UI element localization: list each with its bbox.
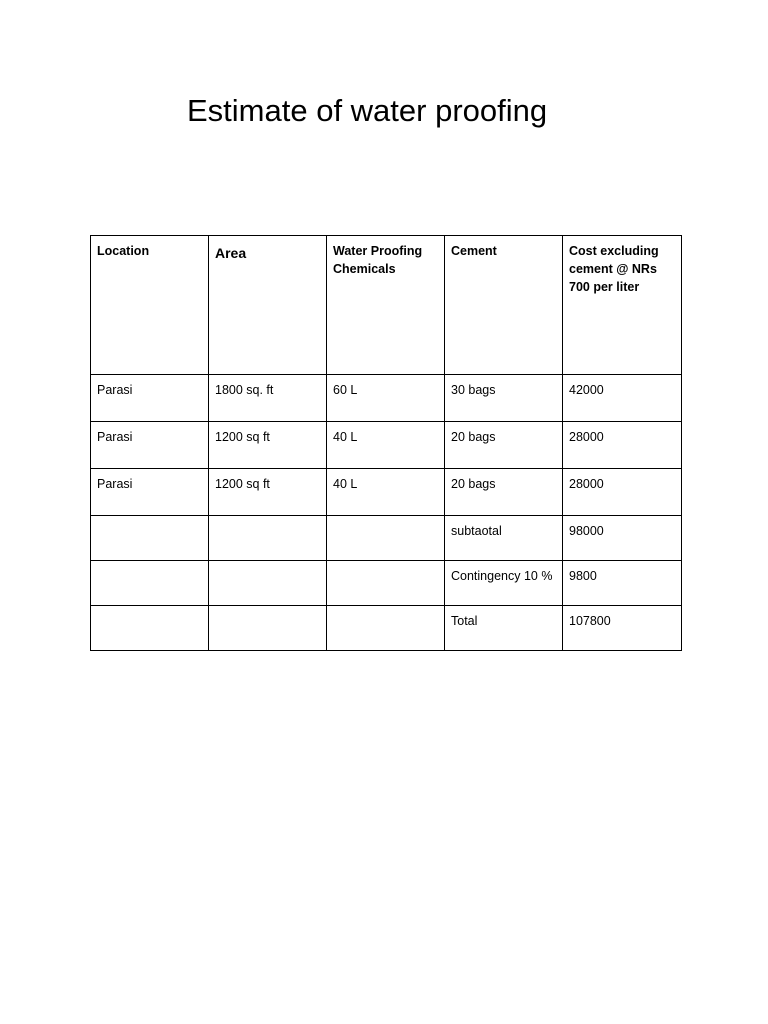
table-row — [91, 375, 682, 422]
empty-cell — [209, 516, 327, 561]
empty-cell — [327, 606, 445, 651]
header-location: Location — [91, 236, 209, 375]
total-label: Total — [445, 606, 563, 651]
header-area: Area — [209, 236, 327, 375]
total-row — [91, 606, 682, 651]
cell-chemicals: 60 L — [327, 375, 445, 422]
cell-location: Parasi — [91, 422, 209, 469]
empty-cell — [327, 516, 445, 561]
empty-cell — [327, 561, 445, 606]
cell-cost: 28000 — [563, 422, 682, 469]
cell-cement: 20 bags — [445, 422, 563, 469]
cell-cement: 20 bags — [445, 469, 563, 516]
table-header-row — [91, 236, 682, 375]
cell-area: 1200 sq ft — [209, 422, 327, 469]
header-cost: Cost excluding cement @ NRs 700 per liter — [563, 236, 682, 375]
table-row — [91, 422, 682, 469]
empty-cell — [209, 561, 327, 606]
cell-chemicals: 40 L — [327, 422, 445, 469]
empty-cell — [91, 606, 209, 651]
cell-area: 1200 sq ft — [209, 469, 327, 516]
subtotal-row — [91, 516, 682, 561]
cell-location: Parasi — [91, 469, 209, 516]
empty-cell — [209, 606, 327, 651]
cell-area: 1800 sq. ft — [209, 375, 327, 422]
subtotal-label: subtaotal — [445, 516, 563, 561]
estimate-table — [90, 235, 682, 651]
subtotal-value: 98000 — [563, 516, 682, 561]
total-value: 107800 — [563, 606, 682, 651]
cell-cost: 28000 — [563, 469, 682, 516]
cell-cost: 42000 — [563, 375, 682, 422]
cell-location: Parasi — [91, 375, 209, 422]
empty-cell — [91, 516, 209, 561]
header-water-proofing-chemicals: Water Proofing Chemicals — [327, 236, 445, 375]
contingency-value: 9800 — [563, 561, 682, 606]
header-cement: Cement — [445, 236, 563, 375]
contingency-row — [91, 561, 682, 606]
cell-chemicals: 40 L — [327, 469, 445, 516]
table-row — [91, 469, 682, 516]
document-title: Estimate of water proofing — [187, 93, 548, 128]
contingency-label: Contingency 10 % — [445, 561, 563, 606]
cell-cement: 30 bags — [445, 375, 563, 422]
empty-cell — [91, 561, 209, 606]
